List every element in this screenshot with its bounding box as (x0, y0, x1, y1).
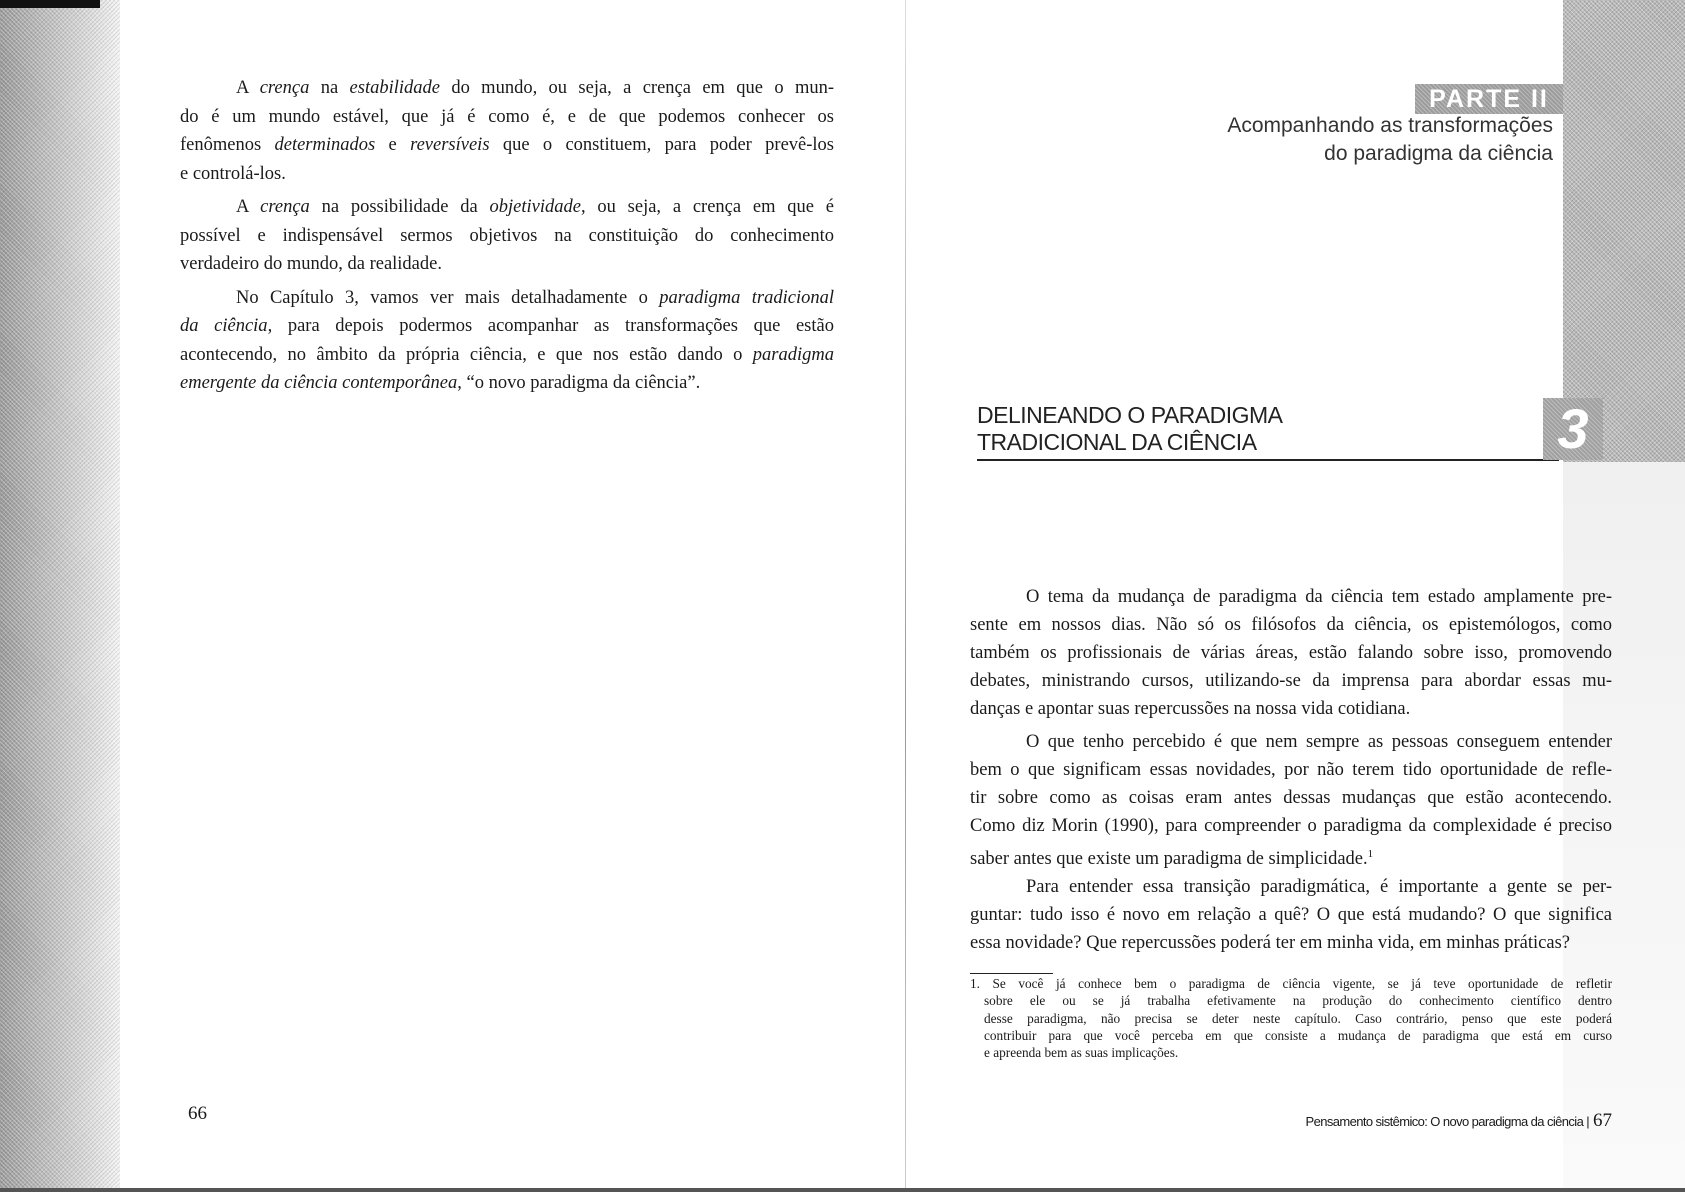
italic-text: paradigma (752, 344, 834, 365)
text-line (970, 1028, 1612, 1044)
part-label: PARTE II (1415, 84, 1563, 114)
chapter-number: 3 (1543, 398, 1603, 460)
running-footer (1306, 1110, 1613, 1132)
text: na possibilidade da (309, 197, 490, 217)
text: fenômenos (180, 135, 275, 155)
text-line (970, 1045, 1612, 1061)
text-line (970, 876, 1612, 898)
text: sobre ele ou se já trabalha efetivamente na produção do conhecimento científico dentro (984, 993, 1612, 1009)
text-line (970, 586, 1612, 608)
text: danças e apontar suas repercussões na nossa vida cotidiana. (970, 699, 1411, 719)
text: A (236, 197, 261, 217)
chapter-title-line: DELINEANDO O PARADIGMA (977, 402, 1283, 428)
text: e controlá-los. (180, 163, 286, 184)
text: , ou seja, a crença em que é (580, 197, 834, 217)
footnote-ref: 1 (1367, 848, 1374, 860)
text-line (180, 163, 834, 185)
text: A (236, 78, 260, 98)
scan-shadow-left (0, 0, 120, 1192)
text-line (970, 759, 1612, 781)
text: acontecendo, no âmbito da própria ciência, e que nos estão dando o (180, 344, 753, 365)
page-number-left: 66 (188, 1103, 207, 1124)
text-line (970, 993, 1612, 1009)
text: Como diz Morin (1990), para compreender o paradigma da complexidade é preciso (970, 816, 1612, 836)
text-line (180, 196, 834, 218)
text: bem o que significam essas novidades, por não terem tido oportunidade de refle- (970, 760, 1612, 780)
text-line (180, 372, 834, 394)
italic-text: objetividade (489, 197, 581, 217)
text: possível e indispensável sermos objetivos na constituição do conhecimento (180, 225, 834, 246)
text-line (970, 698, 1612, 720)
text: essa novidade? Que repercussões poderá ter em minha vida, em minhas práticas? (970, 933, 1570, 953)
text-line (970, 843, 1612, 870)
italic-text: da ciência (180, 316, 268, 336)
running-footer-text: Pensamento sistêmico: O novo paradigma da ciência | (1305, 1114, 1589, 1129)
text: que o constituem, para poder prevê-los (489, 135, 834, 155)
part-subtitle-line: do paradigma da ciência (1324, 142, 1553, 165)
book-gutter (905, 0, 906, 1192)
chapter-title-rule (977, 459, 1559, 461)
text: , “o novo paradigma da ciência”. (457, 373, 701, 393)
text-line (180, 315, 834, 337)
footnote-rule (970, 973, 1053, 974)
text: contribuir para que você perceba em que consiste a mudança de paradigma que está em curso (984, 1027, 1612, 1043)
text: do é um mundo estável, que já é como é, e de que podemos conhecer os (180, 106, 834, 127)
text-line (180, 253, 834, 275)
text-line (180, 134, 834, 156)
part-side-band (1563, 0, 1685, 462)
text-line (970, 670, 1612, 692)
text: saber antes que existe um paradigma de simplicidade. (970, 849, 1368, 870)
part-subtitle (1227, 112, 1553, 168)
text: debates, ministrando cursos, utilizando-se da imprensa para abordar essas mu- (970, 671, 1612, 691)
text-line (970, 904, 1612, 926)
text-line (180, 287, 834, 309)
text: , para depois podermos acompanhar as transformações que estão (267, 316, 834, 336)
text-line (970, 731, 1612, 753)
chapter-title-line: TRADICIONAL DA CIÊNCIA (977, 429, 1257, 455)
text-line (180, 77, 834, 99)
text: verdadeiro do mundo, da realidade. (180, 254, 442, 274)
italic-text: emergente da ciência contemporânea (180, 373, 458, 393)
page-number-right: 67 (1593, 1110, 1612, 1131)
text: também os profissionais de várias áreas, estão falando sobre isso, promovendo (970, 643, 1612, 663)
text-line (970, 815, 1612, 837)
text-line (970, 787, 1612, 809)
text-line (180, 344, 834, 366)
text-line (970, 932, 1612, 954)
text-line (180, 106, 834, 128)
text: No Capítulo 3, vamos ver mais detalhadamente o (236, 287, 660, 308)
italic-text: crença (259, 78, 310, 98)
text-line (180, 225, 834, 247)
text: do mundo, ou seja, a crença em que o mun- (439, 78, 834, 98)
italic-text: crença (260, 197, 310, 217)
italic-text: reversíveis (410, 135, 490, 155)
text-line (970, 976, 1612, 992)
text-line (970, 1011, 1612, 1027)
text: na (309, 78, 350, 98)
text-line (970, 642, 1612, 664)
text: sente em nossos dias. Não só os filósofos da ciência, os epistemólogos, como (970, 615, 1612, 635)
text: 1. Se você já conhece bem o paradigma de ciência vigente, se já teve oportunidade de refletir (970, 976, 1612, 991)
text: Para entender essa transição paradigmática, é importante a gente se per- (1026, 877, 1612, 897)
scan-edge-top (0, 0, 100, 8)
text: guntar: tudo isso é novo em relação a quê? O que está mudando? O que significa (970, 905, 1612, 925)
text: O tema da mudança de paradigma da ciência tem estado amplamente pre- (1026, 587, 1612, 607)
text: tir sobre como as coisas eram antes dessas mudanças que estão acontecendo. (970, 788, 1612, 808)
text: O que tenho percebido é que nem sempre as pessoas conseguem entender (1026, 732, 1612, 752)
part-subtitle-line: Acompanhando as transformações (1227, 114, 1553, 137)
italic-text: paradigma tradicional (659, 287, 834, 308)
scan-edge-bottom (0, 1188, 1685, 1192)
italic-text: determinados (274, 135, 376, 155)
text: desse paradigma, não precisa se deter neste capítulo. Caso contrário, penso que este poderá (984, 1010, 1612, 1026)
text: e (375, 135, 411, 155)
text: e apreenda bem as suas implicações. (984, 1045, 1179, 1061)
chapter-title (977, 402, 1283, 456)
text-line (970, 614, 1612, 636)
italic-text: estabilidade (349, 78, 440, 98)
